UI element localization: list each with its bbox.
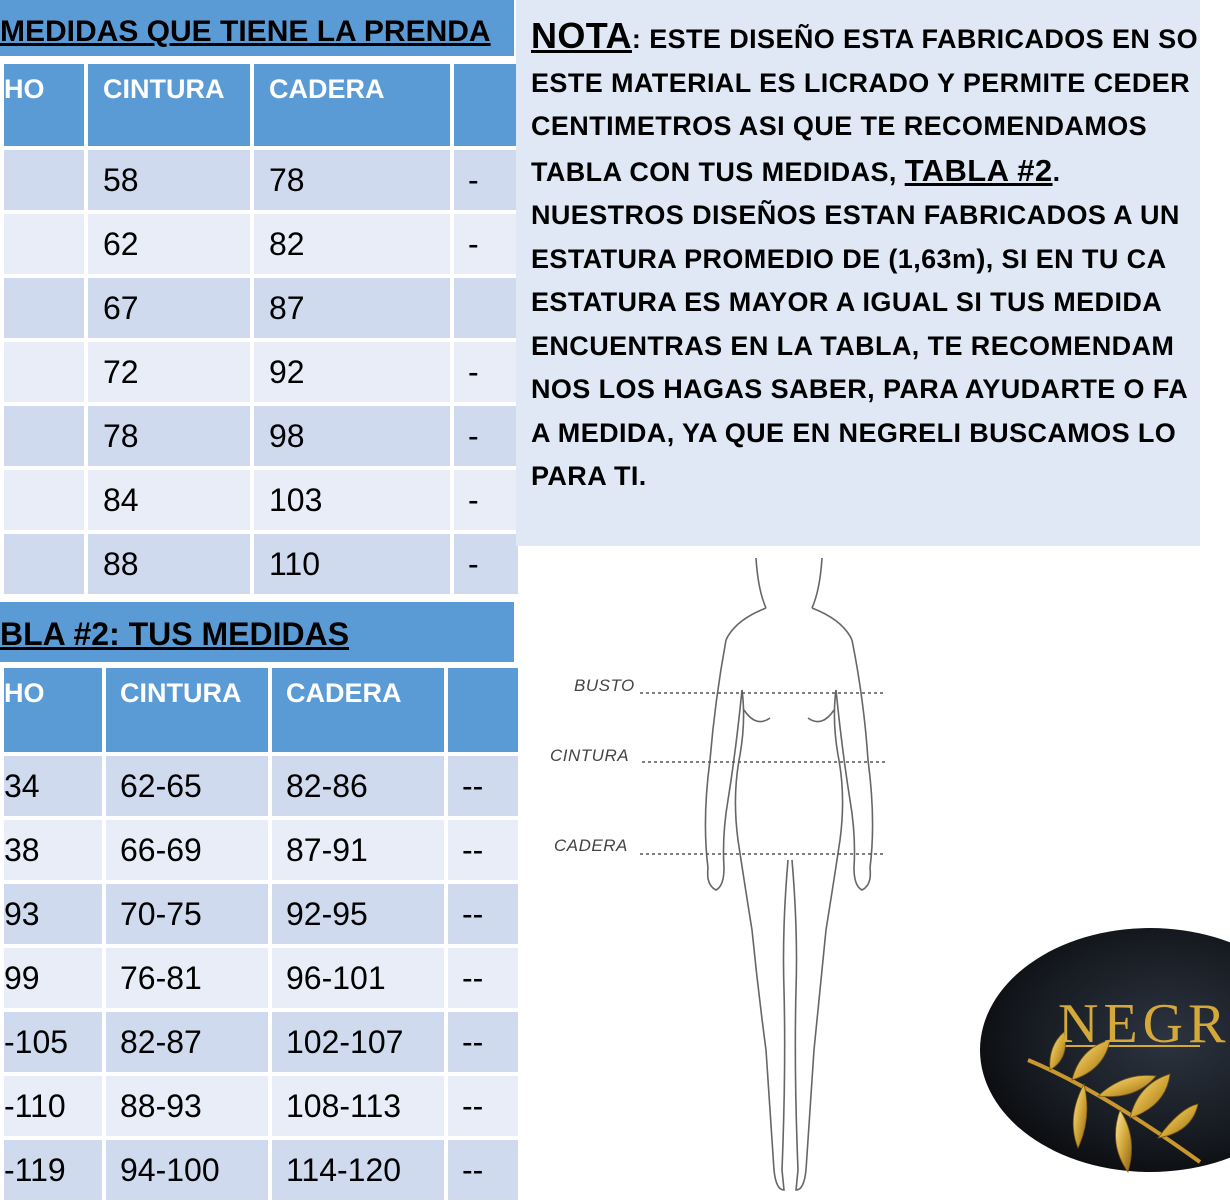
- table-cell: 94-100: [104, 1138, 270, 1202]
- table-cell: 58: [86, 148, 252, 212]
- table-cell: --: [446, 946, 520, 1010]
- table-cell: 67: [86, 276, 252, 340]
- table-cell: --: [446, 882, 520, 946]
- table-cell: [2, 148, 86, 212]
- table-row: [2, 148, 520, 212]
- note-text: TABLA CON TUS MEDIDAS,: [531, 156, 905, 187]
- table-cell: 103: [252, 468, 452, 532]
- table-row: [2, 1138, 520, 1202]
- note-line: ESTATURA ES MAYOR A IGUAL SI TUS MEDIDA: [531, 287, 1163, 317]
- table-cell: 87-91: [270, 818, 446, 882]
- note-line: ESTATURA PROMEDIO DE (1,63m), SI EN TU CA: [531, 243, 1167, 274]
- column-header: CADERA: [252, 62, 452, 148]
- table-row: [2, 946, 520, 1010]
- note-line: [531, 14, 1200, 62]
- table-cell: -: [452, 212, 520, 276]
- table-cell: 88-93: [104, 1074, 270, 1138]
- logo-text: NEGR: [1058, 993, 1230, 1055]
- table-cell: 87: [252, 276, 452, 340]
- column-header: CADERA: [270, 666, 446, 754]
- table-row: [2, 1010, 520, 1074]
- column-header: CINTURA: [86, 62, 252, 148]
- table-cell: 70-75: [104, 882, 270, 946]
- table-cell: 88: [86, 532, 252, 596]
- table-cell: 93: [2, 882, 104, 946]
- table-cell: 82-87: [104, 1010, 270, 1074]
- table-cell: 76-81: [104, 946, 270, 1010]
- negreli-logo: [980, 912, 1200, 1200]
- table-cell: 72: [86, 340, 252, 404]
- table-cell: --: [446, 754, 520, 818]
- table-cell: -: [452, 468, 520, 532]
- table-row: [2, 340, 520, 404]
- table2-reference: TABLA #2: [904, 152, 1053, 188]
- table-cell: -: [452, 148, 520, 212]
- table-cell: -119: [2, 1138, 104, 1202]
- table-row: [2, 212, 520, 276]
- table-cell: --: [446, 818, 520, 882]
- note-line: CENTIMETROS ASI QUE TE RECOMENDAMOS: [531, 111, 1148, 141]
- note-text: .: [1052, 156, 1061, 187]
- note-line: ESTE MATERIAL ES LICRADO Y PERMITE CEDER: [531, 67, 1191, 98]
- table-cell: 108-113: [270, 1074, 446, 1138]
- column-header: HO: [2, 62, 86, 148]
- bust-label: BUSTO: [574, 676, 635, 695]
- table-cell: 82: [252, 212, 452, 276]
- body-outline-figure: [530, 550, 930, 1200]
- table-cell: 78: [252, 148, 452, 212]
- note-line: NOS LOS HAGAS SABER, PARA AYUDARTE O FA: [531, 374, 1189, 404]
- note-heading: NOTA: [531, 15, 632, 56]
- table-row: [2, 532, 520, 596]
- table-cell: 62-65: [104, 754, 270, 818]
- table-cell: 78: [86, 404, 252, 468]
- table-cell: 66-69: [104, 818, 270, 882]
- table-cell: 98: [252, 404, 452, 468]
- table-cell: --: [446, 1074, 520, 1138]
- table-row: [2, 818, 520, 882]
- table-cell: 84: [86, 468, 252, 532]
- note-line: PARA TI.: [531, 461, 647, 491]
- table-cell: --: [446, 1010, 520, 1074]
- table-cell: [2, 212, 86, 276]
- note-line: NUESTROS DISEÑOS ESTAN FABRICADOS A UN: [531, 200, 1180, 230]
- table2-title: BLA #2: TUS MEDIDAS: [0, 602, 514, 662]
- table-cell: 82-86: [270, 754, 446, 818]
- table-cell: 38: [2, 818, 104, 882]
- table-cell: [2, 340, 86, 404]
- table-row: [2, 1074, 520, 1138]
- table-cell: [452, 276, 520, 340]
- waist-label: CINTURA: [550, 746, 630, 765]
- table-cell: [2, 468, 86, 532]
- table-cell: [2, 404, 86, 468]
- table-cell: 114-120: [270, 1138, 446, 1202]
- table-cell: -: [452, 404, 520, 468]
- table-cell: [2, 532, 86, 596]
- table-cell: 110: [252, 532, 452, 596]
- table-header-row: [2, 62, 520, 148]
- table-header-row: [2, 666, 520, 754]
- your-measurements-table: [0, 664, 522, 1204]
- table-cell: 62: [86, 212, 252, 276]
- table-row: [2, 882, 520, 946]
- table-row: [2, 276, 520, 340]
- table-cell: -105: [2, 1010, 104, 1074]
- table-row: [2, 404, 520, 468]
- table-row: [2, 754, 520, 818]
- note-line: [531, 149, 1200, 195]
- table-cell: [2, 276, 86, 340]
- note-text: : ESTE DISEÑO ESTA FABRICADOS EN SO: [631, 24, 1198, 54]
- column-header: [446, 666, 520, 754]
- table-cell: 99: [2, 946, 104, 1010]
- table-cell: -: [452, 340, 520, 404]
- column-header: CINTURA: [104, 666, 270, 754]
- garment-measurements-table: [0, 60, 522, 598]
- table-cell: --: [446, 1138, 520, 1202]
- table-cell: -: [452, 532, 520, 596]
- table-cell: 34: [2, 754, 104, 818]
- note-line: A MEDIDA, YA QUE EN NEGRELI BUSCAMOS LO: [531, 417, 1177, 448]
- table-cell: 102-107: [270, 1010, 446, 1074]
- column-header: HO: [2, 666, 104, 754]
- note-panel: [516, 0, 1200, 546]
- table-cell: 92: [252, 340, 452, 404]
- note-line: ENCUENTRAS EN LA TABLA, TE RECOMENDAM: [531, 330, 1175, 361]
- table-cell: 92-95: [270, 882, 446, 946]
- table1-title: MEDIDAS QUE TIENE LA PRENDA: [0, 0, 514, 56]
- table-cell: -110: [2, 1074, 104, 1138]
- column-header: [452, 62, 520, 148]
- hip-label: CADERA: [554, 836, 628, 855]
- table-cell: 96-101: [270, 946, 446, 1010]
- table-row: [2, 468, 520, 532]
